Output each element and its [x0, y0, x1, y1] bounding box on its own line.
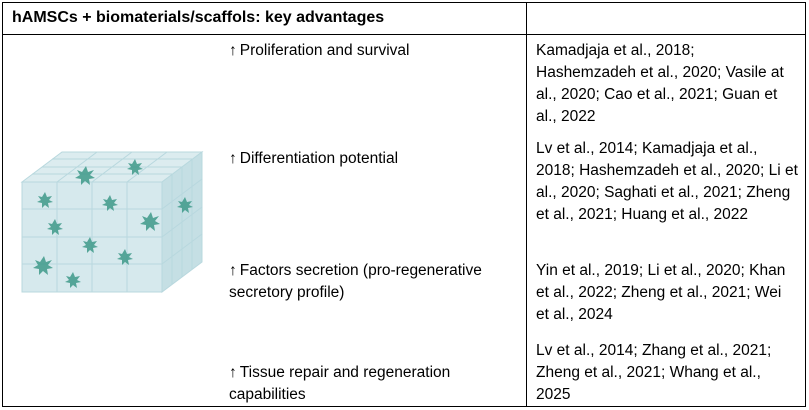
advantage-label: Factors secretion (pro-regenerative secretory profile): [229, 262, 482, 301]
table-border-top: [2, 2, 806, 3]
arrow-up-icon: ↑: [229, 364, 237, 381]
advantages-table: [2, 2, 806, 407]
table-header-title: hAMSCs + biomaterials/scaffols: key advantages: [12, 9, 385, 26]
reference-list: Yin et al., 2019; Li et al., 2020; Khan et al., 2022; Zheng et al., 2021; Wei et al., 2024: [536, 262, 786, 323]
column-divider: [526, 2, 527, 407]
table-border-right: [805, 2, 806, 407]
advantage-label: Tissue repair and regeneration capabilities: [229, 364, 451, 403]
arrow-up-icon: ↑: [229, 150, 237, 167]
scaffold-cube-with-cells-icon: [12, 142, 212, 302]
arrow-up-icon: ↑: [229, 262, 237, 279]
advantage-row: [229, 362, 519, 406]
header-row-divider: [2, 34, 806, 35]
advantage-row: [229, 40, 519, 62]
table-border-left: [2, 2, 3, 407]
reference-list: Kamadjaja et al., 2018; Hashemzadeh et al., 2020; Vasile at al., 2020; Cao et al., 2021; Guan et al., 2022: [536, 42, 784, 125]
reference-list: Lv et al., 2014; Kamadjaja et al., 2018; Hashemzadeh et al., 2020; Li et al., 2020; Saghati et al., 2021; Zheng et al., 2021; Huang et al., 2022: [536, 140, 798, 223]
advantage-row: [229, 260, 519, 304]
arrow-up-icon: ↑: [229, 42, 237, 59]
advantage-label: Differentiation potential: [239, 150, 399, 167]
advantage-row: [229, 148, 519, 170]
table-border-bottom: [2, 406, 806, 407]
advantage-label: Proliferation and survival: [239, 42, 410, 59]
reference-list: Lv et al., 2014; Zhang et al., 2021; Zheng et al., 2021; Whang et al., 2025: [536, 342, 772, 403]
